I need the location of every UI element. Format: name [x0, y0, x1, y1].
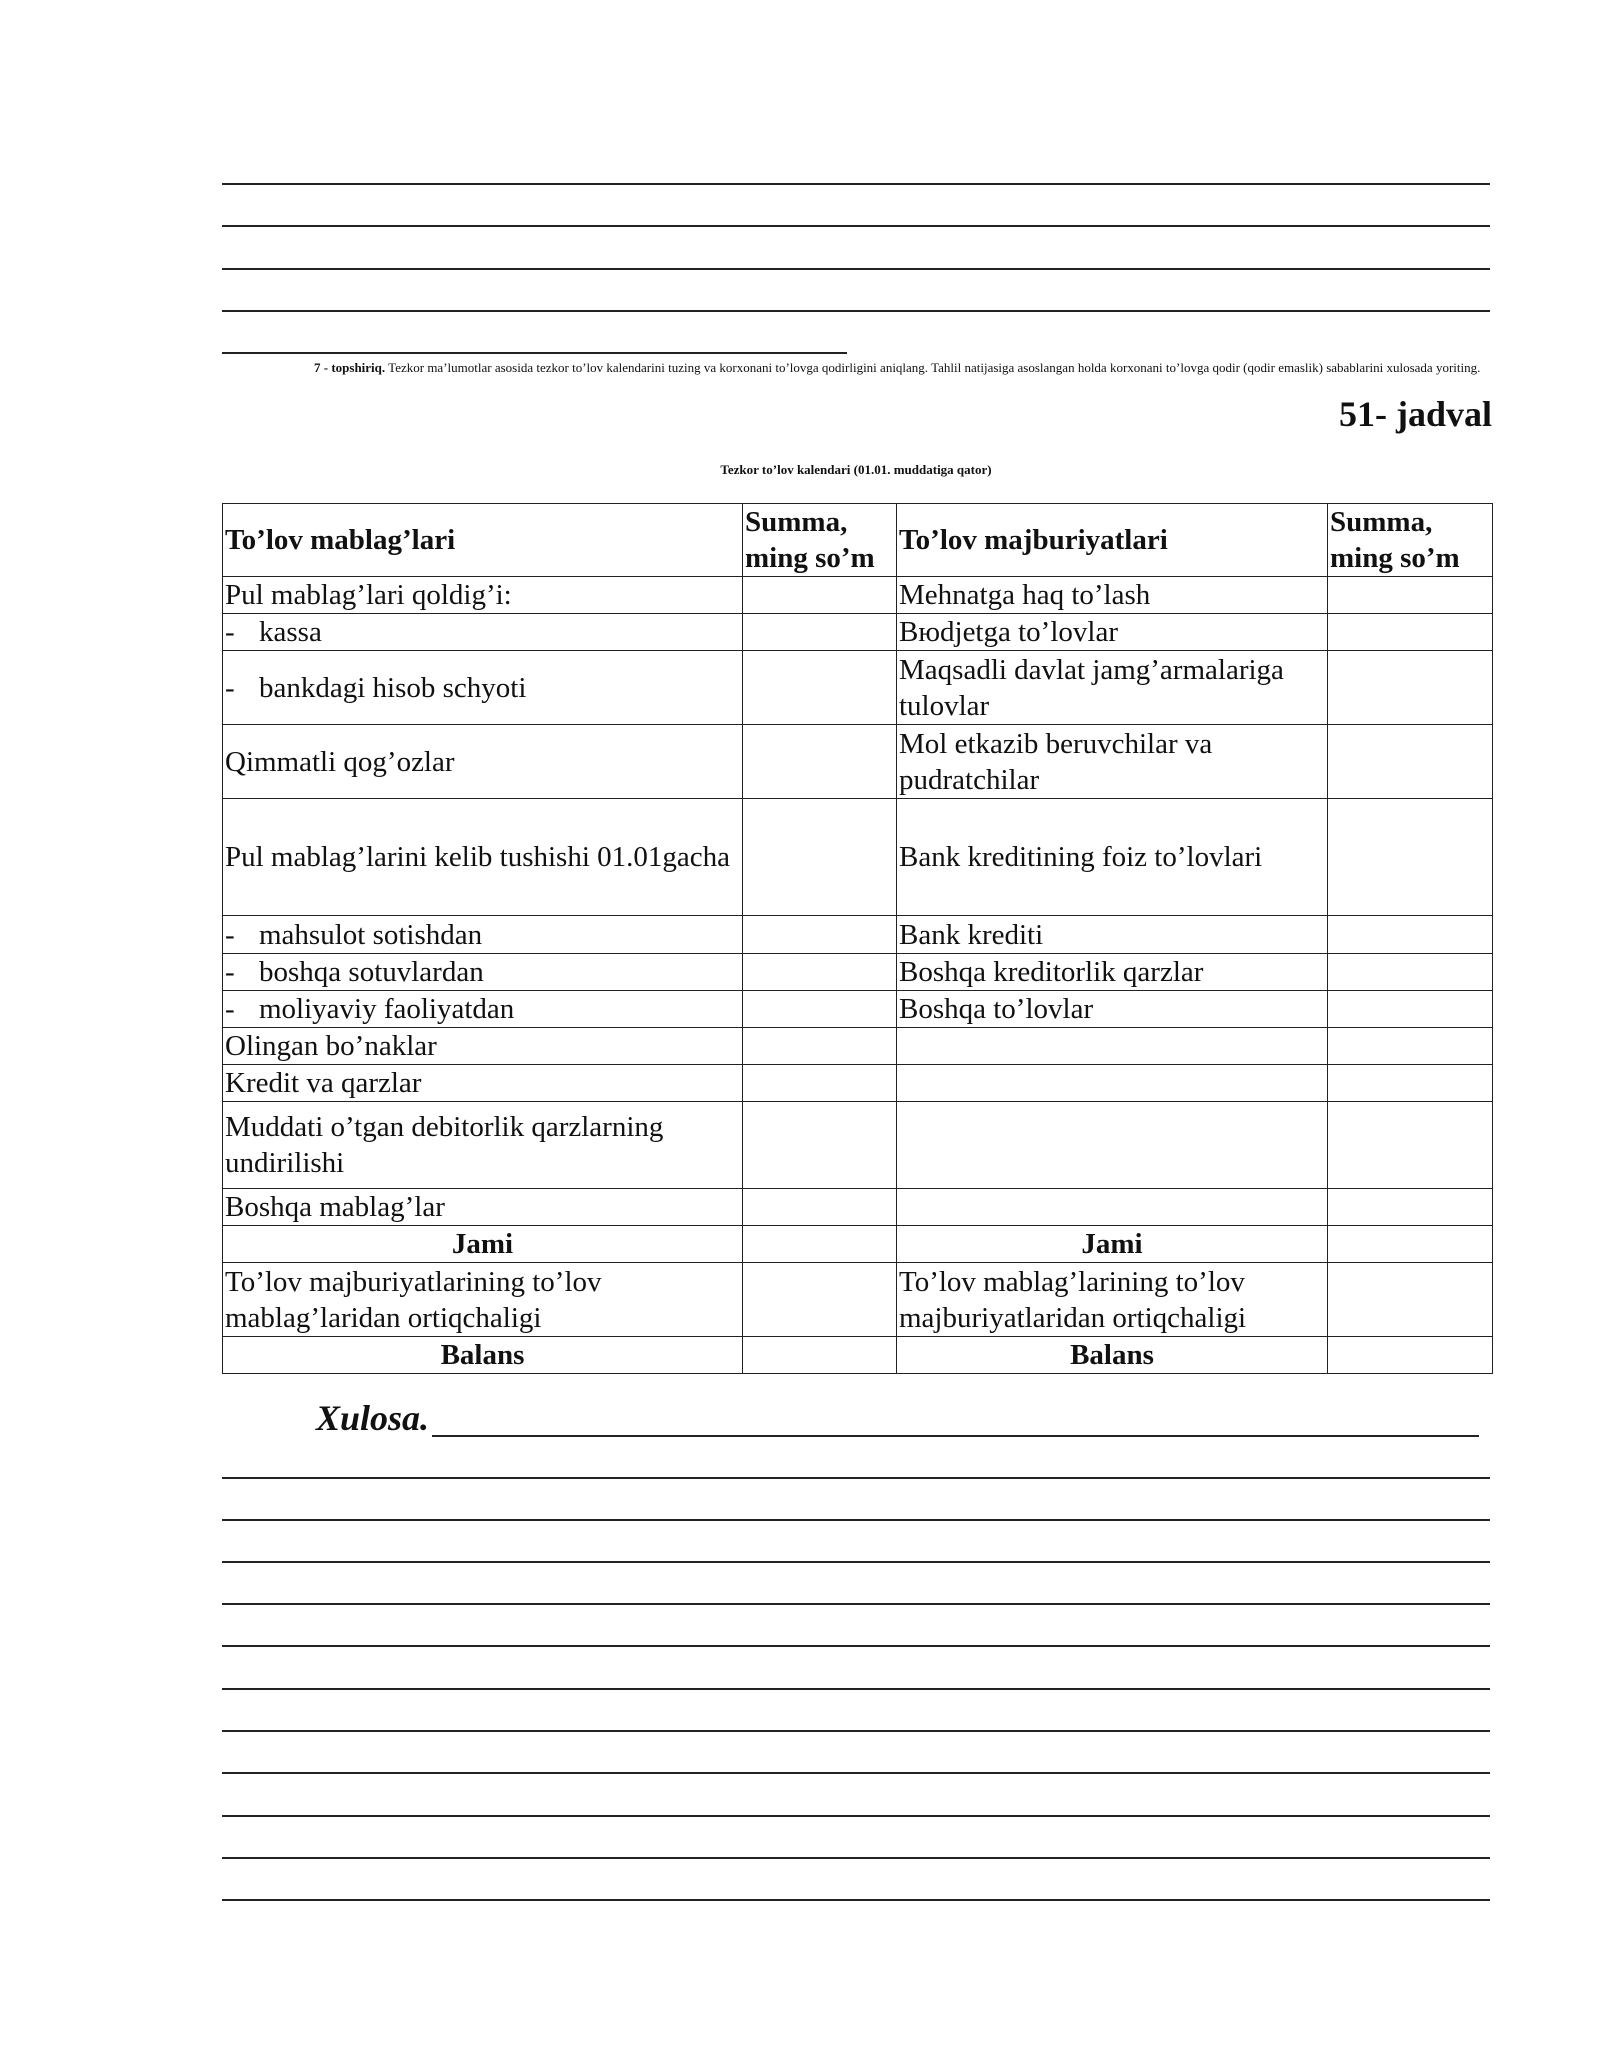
header-payment-funds: To’lov mablag’lari — [223, 504, 743, 577]
sum-cell[interactable] — [743, 1065, 897, 1102]
sum-cell[interactable] — [743, 799, 897, 916]
task-text: Tezkor ma’lumotlar asosida tezkor to’lov kalendarini tuzing va korxonani to’lovga qodirligini aniqlang. Tahlil natijasiga asoslangan holda korxonani to’lovga qodir (qodir emaslik) sabablarini xulosada yoriting. — [388, 360, 1481, 375]
funds-cell — [223, 954, 743, 991]
task-label: 7 - topshiriq. — [314, 360, 386, 375]
dash-marker: - — [225, 993, 235, 1025]
funds-cell: Muddati o’tgan debitorlik qarzlarning undirilishi — [223, 1102, 743, 1189]
funds-cell: Olingan bo’naklar — [223, 1028, 743, 1065]
table-row — [223, 614, 1493, 651]
total-label-left: Jami — [223, 1226, 743, 1263]
sum-cell[interactable] — [1328, 725, 1493, 799]
dash-marker: - — [225, 671, 235, 704]
funds-cell: Boshqa mablag’lar — [223, 1189, 743, 1226]
table-row — [223, 916, 1493, 954]
table-row — [223, 577, 1493, 614]
header-sum-right: Summa, ming so’m — [1328, 504, 1493, 577]
sum-cell[interactable] — [743, 725, 897, 799]
sum-cell[interactable] — [1328, 577, 1493, 614]
sum-cell[interactable] — [743, 1189, 897, 1226]
funds-label: moliyaviy faoliyatdan — [259, 993, 515, 1025]
sum-cell[interactable] — [1328, 1189, 1493, 1226]
sum-cell[interactable] — [743, 577, 897, 614]
table-row — [223, 1028, 1493, 1065]
funds-cell — [223, 916, 743, 954]
obligation-cell: Bank kreditining foiz to’lovlari — [897, 799, 1328, 916]
writing-line[interactable] — [222, 1561, 1490, 1563]
funds-label: mahsulot sotishdan — [259, 918, 483, 951]
writing-line — [222, 183, 1490, 185]
table-title: Tezkor to’lov kalendari (01.01. muddatiga qator) — [720, 462, 992, 477]
sum-cell[interactable] — [743, 954, 897, 991]
writing-line[interactable] — [222, 1603, 1490, 1605]
obligation-cell: Maqsadli davlat jamg’armalariga tulovlar — [897, 651, 1328, 725]
sum-cell[interactable] — [743, 1226, 897, 1263]
funds-cell — [223, 651, 743, 725]
sum-cell[interactable] — [1328, 799, 1493, 916]
table-row — [223, 1189, 1493, 1226]
header-sum-left: Summa, ming so’m — [743, 504, 897, 577]
total-row — [223, 1226, 1493, 1263]
writing-line[interactable] — [222, 1688, 1490, 1690]
dash-marker: - — [225, 616, 235, 648]
obligation-cell — [897, 1102, 1328, 1189]
writing-line — [222, 268, 1490, 270]
funds-cell: Pul mablag’lari qoldig’i: — [223, 577, 743, 614]
writing-line[interactable] — [222, 1815, 1490, 1817]
funds-cell: Pul mablag’larini kelib tushishi 01.01gacha — [223, 799, 743, 916]
funds-cell: Qimmatli qog’ozlar — [223, 725, 743, 799]
header-payment-obligations: To’lov majburiyatlari — [897, 504, 1328, 577]
writing-line[interactable] — [222, 1857, 1490, 1859]
obligation-cell: Boshqa to’lovlar — [897, 991, 1328, 1028]
dash-marker: - — [225, 918, 235, 951]
writing-line[interactable] — [222, 1772, 1490, 1774]
table-row — [223, 725, 1493, 799]
funds-label: kassa — [259, 616, 322, 648]
sum-cell[interactable] — [743, 651, 897, 725]
table-number: 51- jadval — [1339, 394, 1492, 434]
writing-line[interactable] — [222, 1899, 1490, 1901]
writing-line-short — [222, 352, 847, 354]
sum-cell[interactable] — [1328, 1065, 1493, 1102]
table-row — [223, 1102, 1493, 1189]
funds-cell: Kredit va qarzlar — [223, 1065, 743, 1102]
sum-cell[interactable] — [743, 614, 897, 651]
table-row — [223, 651, 1493, 725]
sum-cell[interactable] — [743, 1263, 897, 1337]
writing-line[interactable] — [222, 1730, 1490, 1732]
table-header-row — [223, 504, 1493, 577]
obligation-cell: Bюdjetga to’lovlar — [897, 614, 1328, 651]
funds-cell: To’lov majburiyatlarining to’lov mablag’laridan ortiqchaligi — [223, 1263, 743, 1337]
funds-label: boshqa sotuvlardan — [259, 956, 484, 988]
conclusion-line[interactable] — [432, 1435, 1479, 1437]
funds-cell — [223, 614, 743, 651]
dash-marker: - — [225, 956, 235, 988]
conclusion-label: Xulosa. — [316, 1398, 430, 1438]
sum-cell[interactable] — [743, 1102, 897, 1189]
sum-cell[interactable] — [1328, 1226, 1493, 1263]
obligation-cell: Boshqa kreditorlik qarzlar — [897, 954, 1328, 991]
payment-calendar-table — [222, 503, 1493, 1374]
sum-cell[interactable] — [1328, 1028, 1493, 1065]
sum-cell[interactable] — [743, 1028, 897, 1065]
writing-line — [222, 310, 1490, 312]
sum-cell[interactable] — [1328, 651, 1493, 725]
sum-cell[interactable] — [743, 916, 897, 954]
sum-cell[interactable] — [1328, 1102, 1493, 1189]
table-row — [223, 799, 1493, 916]
obligation-cell — [897, 1028, 1328, 1065]
obligation-cell: Mehnatga haq to’lash — [897, 577, 1328, 614]
obligation-cell — [897, 1189, 1328, 1226]
table-row — [223, 954, 1493, 991]
writing-line — [222, 225, 1490, 227]
writing-line[interactable] — [222, 1645, 1490, 1647]
sum-cell[interactable] — [1328, 1337, 1493, 1374]
writing-line[interactable] — [222, 1477, 1490, 1479]
funds-label: bankdagi hisob schyoti — [259, 671, 527, 704]
sum-cell[interactable] — [1328, 916, 1493, 954]
obligation-cell: Bank krediti — [897, 916, 1328, 954]
sum-cell[interactable] — [1328, 614, 1493, 651]
table-row — [223, 991, 1493, 1028]
balance-label-left: Balans — [223, 1337, 743, 1374]
balance-row — [223, 1337, 1493, 1374]
total-label-right: Jami — [897, 1226, 1328, 1263]
excess-row — [223, 1263, 1493, 1337]
obligation-cell — [897, 1065, 1328, 1102]
sum-cell[interactable] — [743, 1337, 897, 1374]
sum-cell[interactable] — [1328, 954, 1493, 991]
task-description — [222, 359, 1490, 376]
obligation-cell: To’lov mablag’larining to’lov majburiyatlaridan ortiqchaligi — [897, 1263, 1328, 1337]
sum-cell[interactable] — [1328, 991, 1493, 1028]
obligation-cell: Mol etkazib beruvchilar va pudratchilar — [897, 725, 1328, 799]
writing-line[interactable] — [222, 1519, 1490, 1521]
sum-cell[interactable] — [743, 991, 897, 1028]
balance-label-right: Balans — [897, 1337, 1328, 1374]
table-row — [223, 1065, 1493, 1102]
sum-cell[interactable] — [1328, 1263, 1493, 1337]
funds-cell — [223, 991, 743, 1028]
